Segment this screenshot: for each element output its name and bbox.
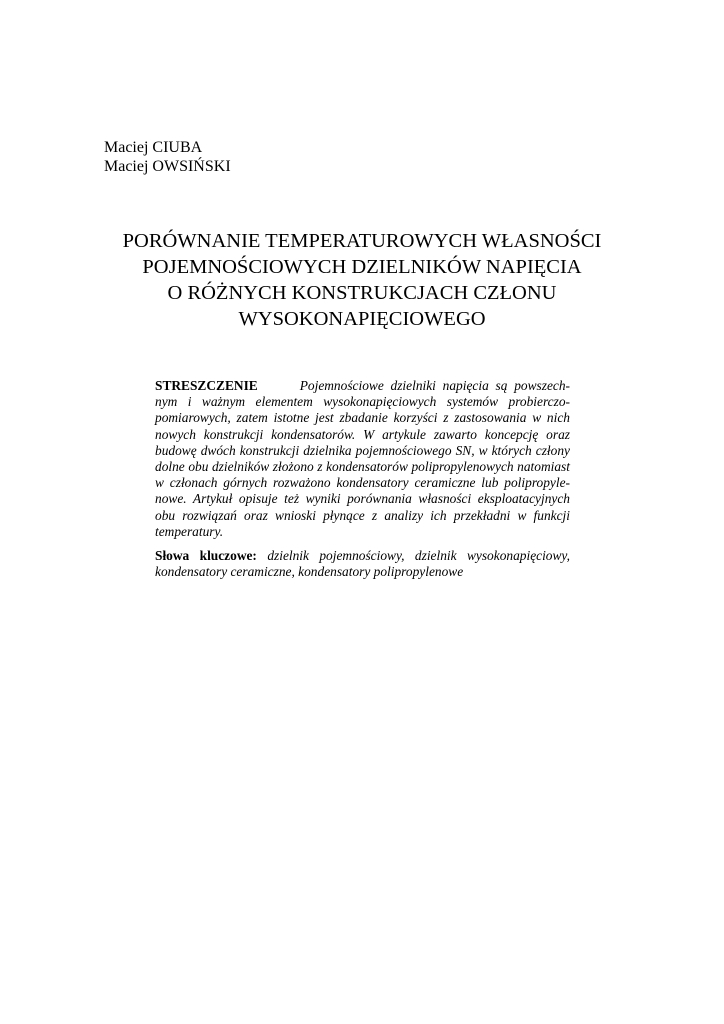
keywords-label: Słowa kluczowe: [155,548,257,563]
abstract-line: w członach górnych rozważono kondensatory ceramiczne lub polipropyle- [155,475,570,491]
keywords-second-line [155,564,570,580]
title-line: PORÓWNANIE TEMPERATUROWYCH WŁASNOŚCI [122,230,602,252]
abstract-last-line: temperatury. [155,523,224,539]
abstract-line: pomiarowych, zatem istotne jest zbadanie korzyści z zastosowania w nich [155,410,570,426]
author-name: Maciej OWSIŃSKI [104,158,231,175]
abstract-line: budowę dwóch konstrukcji dzielnika pojemnościowego SN, w których człony [155,442,570,458]
title-line: POJEMNOŚCIOWYCH DZIELNIKÓW NAPIĘCIA [142,256,582,278]
abstract-line: dolne obu dzielników złożono z kondensatorów polipropylenowych natomiast [155,458,570,474]
keywords-text: kondensatory ceramiczne, kondensatory polipropylenowe [155,564,464,580]
paper-title [80,228,644,332]
keywords-text: dzielnik pojemnościowy, dzielnik wysokonapięciowy, [267,548,570,563]
abstract-line: nowe. Artykuł opisuje też wyniki porównania własności eksploatacyjnych [155,491,570,507]
title-line: WYSOKONAPIĘCIOWEGO [238,308,486,330]
abstract-first-line [155,378,570,394]
title-line: O RÓŻNYCH KONSTRUKCJACH CZŁONU [167,282,557,304]
author-name: Maciej CIUBA [104,139,203,156]
abstract-block [155,378,570,540]
keywords-first-line [155,548,570,564]
keywords-block [155,548,570,580]
abstract-line: nowych konstrukcji kondensatorów. W artykule zawarto koncepcję oraz [155,426,570,442]
authors-block [104,138,231,176]
abstract-text: Pojemnościowe dzielniki napięcia są powszech- [299,378,570,393]
abstract-label: STRESZCZENIE [155,378,258,393]
abstract-line: obu rozwiązań oraz wnioski płynące z analizy ich przekładni w funkcji [155,507,570,523]
abstract-line: nym i ważnym elementem wysokonapięciowych systemów probierczo- [155,394,570,410]
